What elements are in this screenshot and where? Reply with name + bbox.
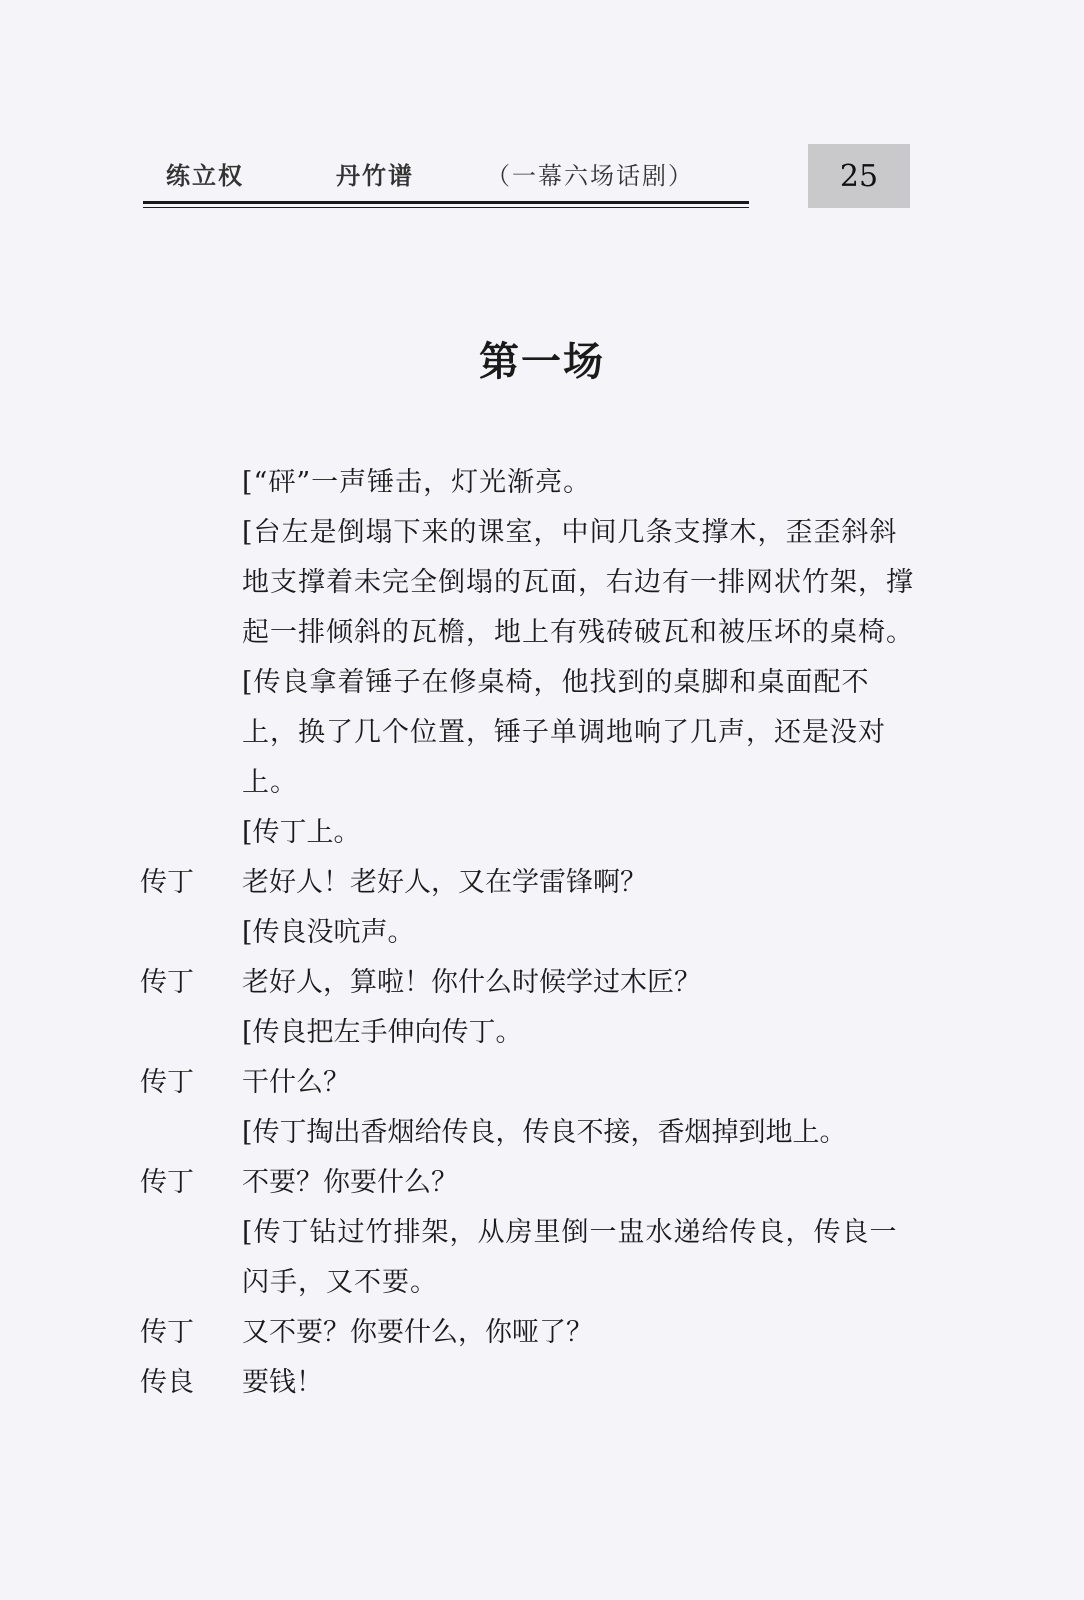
speaker-name: 传良 (140, 1367, 194, 1398)
header-author: 练立权 (166, 161, 244, 190)
script-body (140, 458, 920, 1408)
script-line (140, 1158, 920, 1208)
line-text: 干什么？ (242, 1067, 350, 1098)
line-text: [传丁上。 (242, 817, 361, 848)
line-text: 老好人，算啦！你什么时候学过木匠？ (242, 967, 701, 998)
script-line (140, 658, 920, 808)
line-text: 又不要？你要什么，你哑了？ (242, 1317, 593, 1348)
line-text: [“砰”一声锤击，灯光渐亮。 (242, 467, 592, 498)
script-line (140, 908, 920, 958)
running-header (166, 152, 736, 192)
line-text: [传良没吭声。 (242, 917, 415, 948)
script-line (140, 1108, 920, 1158)
script-line (140, 808, 920, 858)
page-number: 25 (808, 144, 910, 208)
script-line (140, 1208, 920, 1308)
header-rule-thin (143, 207, 749, 208)
header-title: 丹竹谱 (336, 161, 414, 190)
scene-title: 第一场 (479, 338, 605, 385)
header-rule-thick (143, 201, 749, 204)
line-text: [台左是倒塌下来的课室，中间几条支撑木，歪歪斜斜地支撑着未完全倒塌的瓦面，右边有一排网状竹架，撑起一排倾斜的瓦檐，地上有残砖破瓦和被压坏的桌椅。 (242, 517, 914, 648)
script-line (140, 458, 920, 508)
line-text: 要钱！ (242, 1367, 323, 1398)
speaker-name: 传丁 (140, 867, 194, 898)
script-line (140, 1058, 920, 1108)
script-line (140, 958, 920, 1008)
line-text: [传丁钻过竹排架，从房里倒一盅水递给传良，传良一闪手，又不要。 (242, 1217, 898, 1298)
line-text: [传良把左手伸向传丁。 (242, 1017, 523, 1048)
line-text: [传良拿着锤子在修桌椅，他找到的桌脚和桌面配不上，换了几个位置，锤子单调地响了几声，还是没对上。 (242, 667, 886, 798)
speaker-name: 传丁 (140, 967, 194, 998)
script-line (140, 1308, 920, 1358)
script-line (140, 858, 920, 908)
line-text: 老好人！老好人，又在学雷锋啊？ (242, 867, 647, 898)
header-subtitle: （一幕六场话剧） (486, 162, 694, 190)
speaker-name: 传丁 (140, 1167, 194, 1198)
line-text: [传丁掏出香烟给传良，传良不接，香烟掉到地上。 (242, 1117, 847, 1148)
script-line (140, 508, 920, 658)
script-line (140, 1008, 920, 1058)
script-line (140, 1358, 920, 1408)
line-text: 不要？你要什么？ (242, 1167, 458, 1198)
speaker-name: 传丁 (140, 1067, 194, 1098)
speaker-name: 传丁 (140, 1317, 194, 1348)
